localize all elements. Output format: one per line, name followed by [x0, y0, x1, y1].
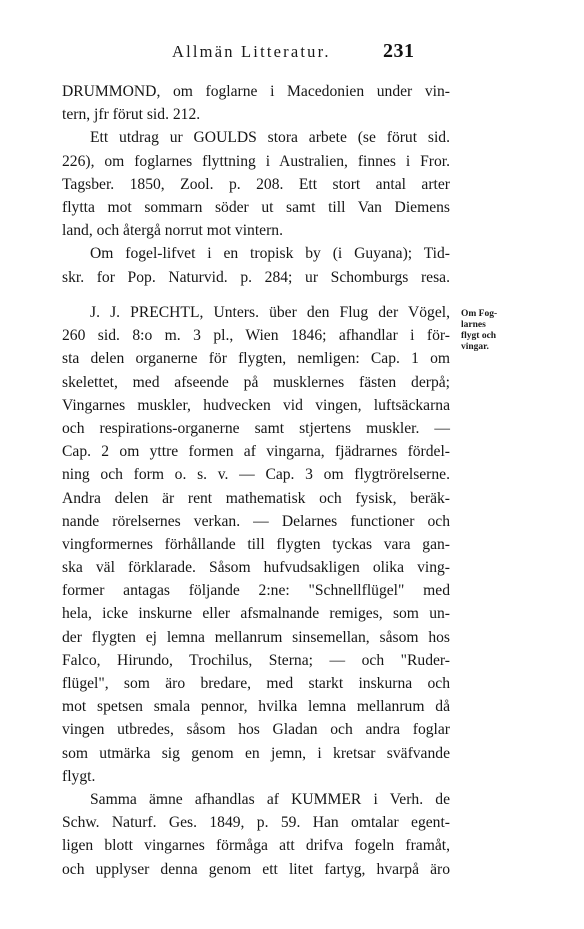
text-line: der flygten ej lemna mellanrum sinsemellan, såsom hos	[62, 628, 450, 646]
section-bird-migration	[62, 80, 450, 289]
text-line: Schw. Naturf. Ges. 1849, p. 59. Han omtalar egent-	[62, 814, 450, 832]
text-line: Cap. 2 om yttre formen af vingarna, fjädrarnes fördel-	[62, 443, 450, 461]
text-line: J. J. PRECHTL, Unters. über den Flug der Vögel,	[90, 304, 450, 321]
text-line: ning och form o. s. v. — Cap. 3 om flygtrörelserne.	[62, 466, 450, 484]
page-number: 231	[383, 40, 415, 62]
margin-note-line: flygt och	[461, 331, 497, 341]
text-line: skelettet, med afseende på musklernes fästen derpå;	[62, 373, 450, 391]
text-line: 260 sid. 8:o m. 3 pl., Wien 1846; afhandlar i för-	[62, 327, 450, 345]
text-line: ska väl förklarade. Såsom hufvudsakligen olika ving-	[62, 559, 450, 577]
text-line: Andra delen är rent mathematisk och fysisk, beräk-	[62, 489, 450, 507]
margin-note-line: Om Fog-	[461, 309, 498, 319]
running-head	[0, 42, 584, 72]
margin-note	[461, 309, 519, 353]
text-line: hela, icke inskurne eller afsmalnande remiges, som un-	[62, 605, 450, 623]
text-line: tern, jfr förut sid. 212.	[62, 106, 201, 124]
text-line: vingformernes förhållande till flygten tyckas vara gan-	[62, 535, 450, 553]
text-line: vingen utbredes, såsom hos Gladan och andra foglar	[62, 721, 450, 739]
text-line: mot spetsen smala pennor, hvilka lemna mellanrum då	[62, 698, 450, 716]
text-line: Om fogel-lifvet i en tropisk by (i Guyana); Tid-	[90, 245, 450, 263]
text-line: ligen blott vingarnes förmåga att drifva fogeln framåt,	[62, 837, 450, 855]
text-line: former antagas följande 2:ne: "Schnellflügel" med	[62, 582, 450, 600]
text-line: flygt.	[62, 767, 96, 785]
text-line: flügel", som äro bredare, med starkt inskurna och	[62, 675, 450, 692]
margin-note-line: larnes	[461, 320, 486, 330]
text-line: Samma ämne afhandlas af KUMMER i Verh. de	[90, 790, 450, 808]
text-line: Vingarnes muskler, hudvecken vid vingen, luftsäckarna	[62, 396, 450, 414]
text-line: land, och återgå norrut mot vintern.	[62, 222, 283, 240]
section-bird-flight	[62, 301, 450, 881]
text-line: Ett utdrag ur GOULDS stora arbete (se förut sid.	[90, 129, 450, 147]
text-line: Tagsber. 1850, Zool. p. 208. Ett stort antal arter	[62, 175, 450, 193]
text-line: och upplyser denna genom ett litet fartyg, hvarpå äro	[62, 860, 450, 878]
text-line: som utmärka sig genom en jemn, i kretsar sväfvande	[62, 744, 450, 762]
running-title: Allmän Litteratur.	[172, 42, 331, 61]
text-line: skr. for Pop. Naturvid. p. 284; ur Schomburgs resa.	[62, 268, 450, 286]
text-line: och respirations-organerne samt stjertens muskler. —	[62, 419, 450, 437]
text-line: nande rörelsernes verkan. — Delarnes functioner och	[62, 512, 450, 530]
text-line: flytta mot sommarn söder ut samt till Van Diemens	[62, 198, 450, 216]
text-line: 226), om foglarnes flyttning i Australien, finnes i Fror.	[62, 152, 450, 170]
margin-note-line: vingar.	[461, 342, 489, 352]
text-line: Falco, Hirundo, Trochilus, Sterna; — och "Ruder-	[62, 651, 450, 669]
text-line: DRUMMOND, om foglarne i Macedonien under vin-	[62, 83, 450, 100]
text-line: sta delen organerne för flygten, nemligen: Cap. 1 om	[62, 350, 450, 368]
